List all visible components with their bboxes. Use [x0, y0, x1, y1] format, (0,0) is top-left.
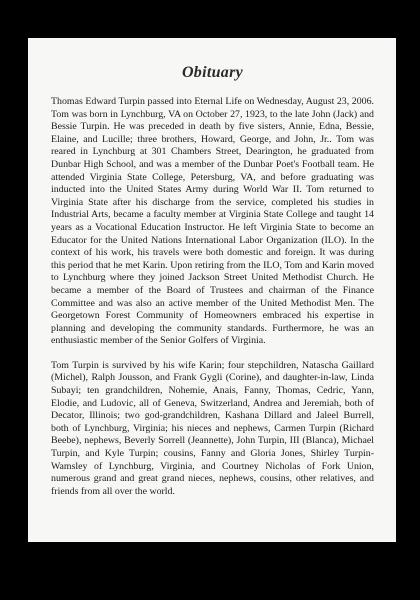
obituary-page [28, 38, 396, 542]
biography-paragraph: Thomas Edward Turpin passed into Eternal Life on Wednesday, August 23, 2006. Tom was born in Lynchburg, VA on October 27, 1923, to the late John (Jack) and Bessie Turpin. He was preceded in death by five sisters, Annie, Edna, Bessie, Elaine, and Lucille; three brothers, Howard, George, and John, Jr.. Tom was reared in Lynchburg at 301 Chambers Street, Dearington, he graduated from Dunbar High School, and was a member of the Dunbar Poet's Football team. He attended Virginia State College, Petersburg, VA, and before graduating was inducted into the United States Army during World War II. Tom returned to Virginia State after his discharge from the service, completed his studies in Industrial Arts, became a faculty member at Virginia State College and taught 14 years as a Vocational Education Instructor. He left Virginia State to become an Educator for the United Nations International Labor Organization (ILO). In the context of his work, his travels were both domestic and foreign. It was during this period that he met Karin. Upon retiring from the ILO, Tom and Karin moved to Lynchburg where they joined Jackson Street United Methodist Church. He became a member of the Board of Trustees and chairman of the Finance Committee and was also an active member of the United Methodist Men. The Georgetown Forest Community of Homeowners embraced his expertise in planning and developing the community standards. Furthermore, he was an enthusiastic member of the Senior Golfers of Virginia. [51, 96, 374, 347]
page-title: Obituary [181, 64, 244, 81]
survivors-paragraph: Tom Turpin is survived by his wife Karin; four stepchildren, Natascha Gaillard (Michel), Ralph Jousson, and Frank Gygli (Corine), and daughter-in-law, Linda Subayi; ten grandchildren, Nohemie, Anais, Fanny, Thomas, Cedric, Yann, Elodie, and Ludovic, all of Geneva, Switzerland, Andrea and Jeremiah, both of Decator, Illinois; two god-grandchildren, Kashana Dillard and Jaleel Burrell, both of Lynchburg, Virginia; his nieces and nephews, Carmen Turpin (Richard Beebe), nephews, Beverly Sorrell (Jeannette), John Turpin, III (Blanca), Michael Turpin, and Kyle Turpin; cousins, Fanny and Gloria Jones, Shirley Turpin-Wamsley of Lynchburg, Virginia, and Courtney Nicholas of Fork Union, numerous grand and great grand nieces, nephews, cousins, other relatives, and friends from all over the world. [51, 359, 374, 497]
